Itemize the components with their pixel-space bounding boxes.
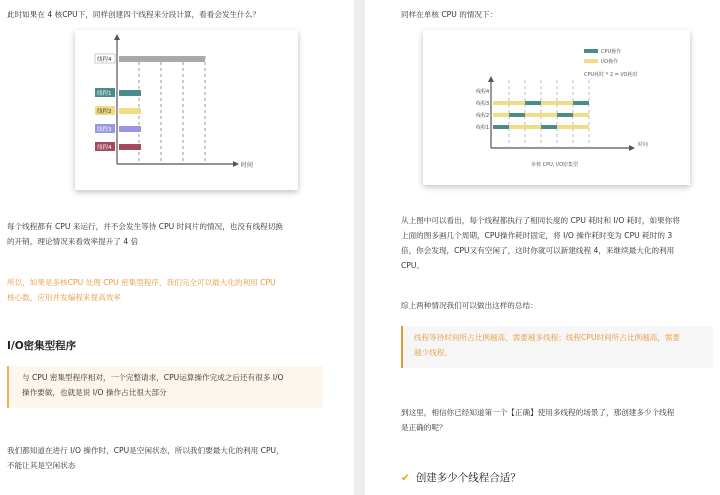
- paragraph: 每个线程都有 CPU 来运行，并不会发生等待 CPU 时间片的情况，也没有线程切换: [7, 222, 283, 231]
- bar-thread-1: [119, 90, 141, 96]
- thread-1-bars: [493, 125, 589, 129]
- legend-cpu: CPU操作: [601, 49, 622, 55]
- thread-label: 线程2: [476, 113, 490, 119]
- left-column: [0, 0, 354, 495]
- quote-text: 操作要做，也就是说 I/O 操作占比很大部分: [22, 388, 167, 397]
- paragraph: CPU。: [401, 261, 425, 270]
- quote-text: 越少线程。: [414, 348, 452, 357]
- thread-label: 线程3: [97, 127, 112, 133]
- paragraph: 综上两种情况我们可以做出这样的总结：: [401, 301, 538, 310]
- paragraph: 不能让其是空闲状态: [7, 461, 76, 470]
- y-axis-arrow: [488, 76, 494, 82]
- check-icon: ✔: [401, 472, 410, 484]
- gridlines: [139, 56, 205, 164]
- chart-caption: 单核 CPU, I/O密集型: [531, 162, 579, 168]
- paragraph: 从上图中可以看出，每个线程都执行了相同长度的 CPU 耗时和 I/O 耗时，如果你将: [401, 216, 680, 225]
- legend-io: I/O操作: [601, 59, 619, 65]
- legend-swatch-cpu: [584, 49, 598, 53]
- thread-label: 线程4: [476, 89, 490, 95]
- thread-label: 线程4: [97, 57, 112, 63]
- thread-label: 线程1: [97, 91, 112, 97]
- section-heading: I/O密集型程序: [7, 340, 77, 352]
- thread-label: 线程4: [97, 145, 112, 151]
- thread-label: 线程1: [476, 125, 490, 131]
- thread-3-bars: [493, 101, 589, 105]
- paragraph: 我们都知道在进行 I/O 操作时，CPU是空闲状态，所以我们要最大化的利用 CPU，: [7, 446, 284, 455]
- thread-2-bars: [493, 113, 589, 117]
- chart-note: CPU耗时 * 2 = I/O耗时: [584, 72, 638, 78]
- quote-block: [7, 366, 323, 408]
- chart-svg: [75, 30, 298, 190]
- legend-swatch-io: [584, 59, 598, 63]
- paragraph: 到这里，相信你已经知道第一个【正确】使用多线程的场景了，那创建多少个线程: [401, 408, 675, 417]
- multicore-cpu-chart: [75, 30, 298, 190]
- paragraph: 的开销。理论情况来看效率提升了 4 倍: [7, 237, 139, 246]
- column-divider: [354, 0, 365, 495]
- x-axis-arrow: [629, 145, 635, 151]
- thread-label: 线程2: [97, 109, 112, 115]
- bar-thread-2: [119, 108, 141, 114]
- highlight-text: 核心数，应用并发编程来提高效率: [7, 293, 121, 302]
- quote-text: 与 CPU 密集型程序相对，一个完整请求，CPU运算操作完成之后还有很多 I/O: [22, 373, 284, 382]
- y-axis-arrow: [114, 34, 120, 40]
- bar-total: [119, 56, 205, 62]
- chart-svg: [423, 30, 690, 185]
- bar-thread-4: [119, 144, 141, 150]
- right-column: [365, 0, 720, 495]
- x-axis-arrow: [233, 161, 239, 167]
- highlight-text: 所以，如果是多核CPU 处理 CPU 密集型程序，我们完全可以最大化的利用 CPU: [7, 278, 276, 287]
- paragraph: 同样在单核 CPU 的情况下：: [401, 10, 498, 19]
- x-axis-label: 时间: [638, 142, 649, 148]
- paragraph: 是正确的呢？: [401, 423, 447, 432]
- singlecore-io-chart: [423, 30, 690, 185]
- quote-text: 线程等待时间所占比例越高，需要越多线程；线程CPU时间所占比例越高，需要: [414, 333, 681, 342]
- paragraph: 此时如果在 4 核CPU下，同样创建四个线程来分段计算，看看会发生什么？: [7, 10, 260, 19]
- summary-quote: [401, 326, 713, 368]
- section-heading: [401, 470, 521, 485]
- paragraph: 上面的图多画几个周期，CPU操作耗时固定，将 I/O 操作耗时变为 CPU 耗时的 3: [401, 231, 673, 240]
- thread-label: 线程3: [476, 101, 490, 107]
- heading-text: 创建多少个线程合适？: [415, 472, 521, 484]
- x-axis-label: 时间: [241, 162, 254, 169]
- bar-thread-3: [119, 126, 141, 132]
- paragraph: 倍，你会发现，CPU又有空闲了，这时你就可以新建线程 4，来继续最大化的利用: [401, 246, 675, 255]
